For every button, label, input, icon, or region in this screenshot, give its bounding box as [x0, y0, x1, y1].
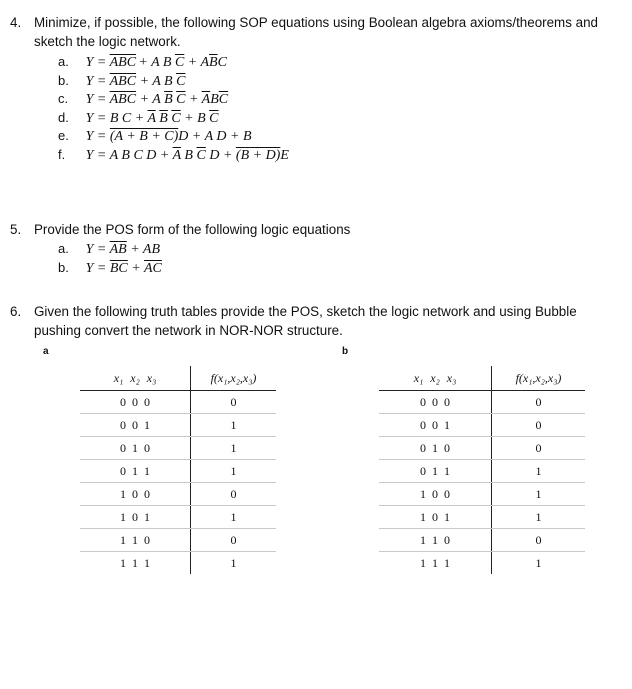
truth-table-a	[80, 366, 276, 574]
table-row: 1 0 0 1	[379, 483, 585, 506]
table-header-inputs: x₁ x₂ x₃	[379, 366, 492, 391]
truth-table-b	[379, 366, 585, 574]
table-row: 0 1 0 0	[379, 437, 585, 460]
table-row: 0 1 0 1	[80, 437, 276, 460]
equation-label: e.	[58, 128, 69, 144]
equation-item	[58, 53, 289, 72]
equation-item	[58, 146, 289, 165]
equation: $Y = \overline{ABC}$ + A B $\overline{C} + A\overline{B}C$	[85, 55, 227, 70]
equation-label: c.	[58, 91, 69, 107]
equation-item	[58, 90, 289, 109]
table-row: 0 1 1 1	[379, 460, 585, 483]
equation-label: d.	[58, 109, 69, 125]
table-row: 1 1 1 1	[379, 552, 585, 575]
equation: $Y = \overline{AB}\overline{C} + A$ $\overline{B}$ $\overline{C} + \overline{A}B\overline{C}$	[85, 92, 229, 108]
table-row: 1 1 1 1	[80, 552, 276, 575]
equation-label: a.	[58, 241, 69, 256]
equation-label: f.	[58, 146, 66, 162]
table-row: 1 1 0 0	[80, 529, 276, 552]
table-b-label: b	[342, 346, 349, 357]
table-row: 0 0 0 0	[379, 391, 585, 414]
equation-item	[58, 109, 289, 128]
equation-label: b.	[58, 72, 69, 88]
question-4-text-line2: sketch the logic network.	[34, 34, 181, 49]
question-5	[10, 220, 350, 239]
table-header-inputs: x₁ x₂ x₃	[80, 366, 191, 391]
table-a-label: a	[43, 346, 49, 357]
table-row: 1 0 1 1	[379, 506, 585, 529]
equation-label: a.	[58, 54, 69, 69]
question-number: 4.	[10, 15, 22, 30]
table-row: 1 1 0 0	[379, 529, 585, 552]
equation: $Y = \overline{AB}\overline{C} + A$ B $\overline{C}$	[85, 73, 186, 89]
question-6	[10, 302, 577, 340]
equation: Y = (A + B + C)D + A D + B	[85, 129, 252, 145]
equation: $Y = \overline{B}\overline{C} + \overline{A}\overline{C}$	[85, 260, 162, 276]
question-4	[10, 13, 598, 51]
equation-item	[58, 240, 162, 259]
question-number: 5.	[10, 222, 22, 237]
table-row: 0 0 0 0	[80, 391, 276, 414]
question-5-text: Provide the POS form of the following logic equations	[34, 222, 351, 237]
equation-label: b.	[58, 259, 69, 275]
equation: Y = A B C $D + \overline{A}$ B $\overline{C}$ D + (B + D)E	[85, 147, 289, 163]
table-row: 1 0 1 1	[80, 506, 276, 529]
question-6-text-line2: pushing convert the network in NOR-NOR structure.	[34, 323, 343, 338]
table-row: 0 1 1 1	[80, 460, 276, 483]
table-header-output: f(x₁,x₂,x₃)	[492, 366, 586, 391]
equation-item	[58, 72, 289, 91]
equation-item	[58, 259, 162, 278]
table-row: 0 0 1 1	[80, 414, 276, 437]
question-6-text-line1: Given the following truth tables provide the POS, sketch the logic network and using Bubble	[34, 304, 577, 319]
table-row: 1 0 0 0	[80, 483, 276, 506]
question-5-equations	[58, 240, 162, 277]
question-number: 6.	[10, 304, 22, 319]
question-4-text-line1: Minimize, if possible, the following SOP equations using Boolean algebra axioms/theorems and	[34, 15, 598, 30]
equation-item	[58, 127, 289, 146]
table-header-output: f(x₁,x₂,x₃)	[191, 366, 277, 391]
question-4-equations	[58, 53, 289, 165]
equation: $Y = \overline{A}\overline{B}$ + AB	[85, 242, 161, 257]
equation: Y = B $C + \overline{A}$ $\overline{B}$ $\overline{C} + B$ $\overline{C}$	[85, 110, 219, 126]
table-row: 0 0 1 0	[379, 414, 585, 437]
